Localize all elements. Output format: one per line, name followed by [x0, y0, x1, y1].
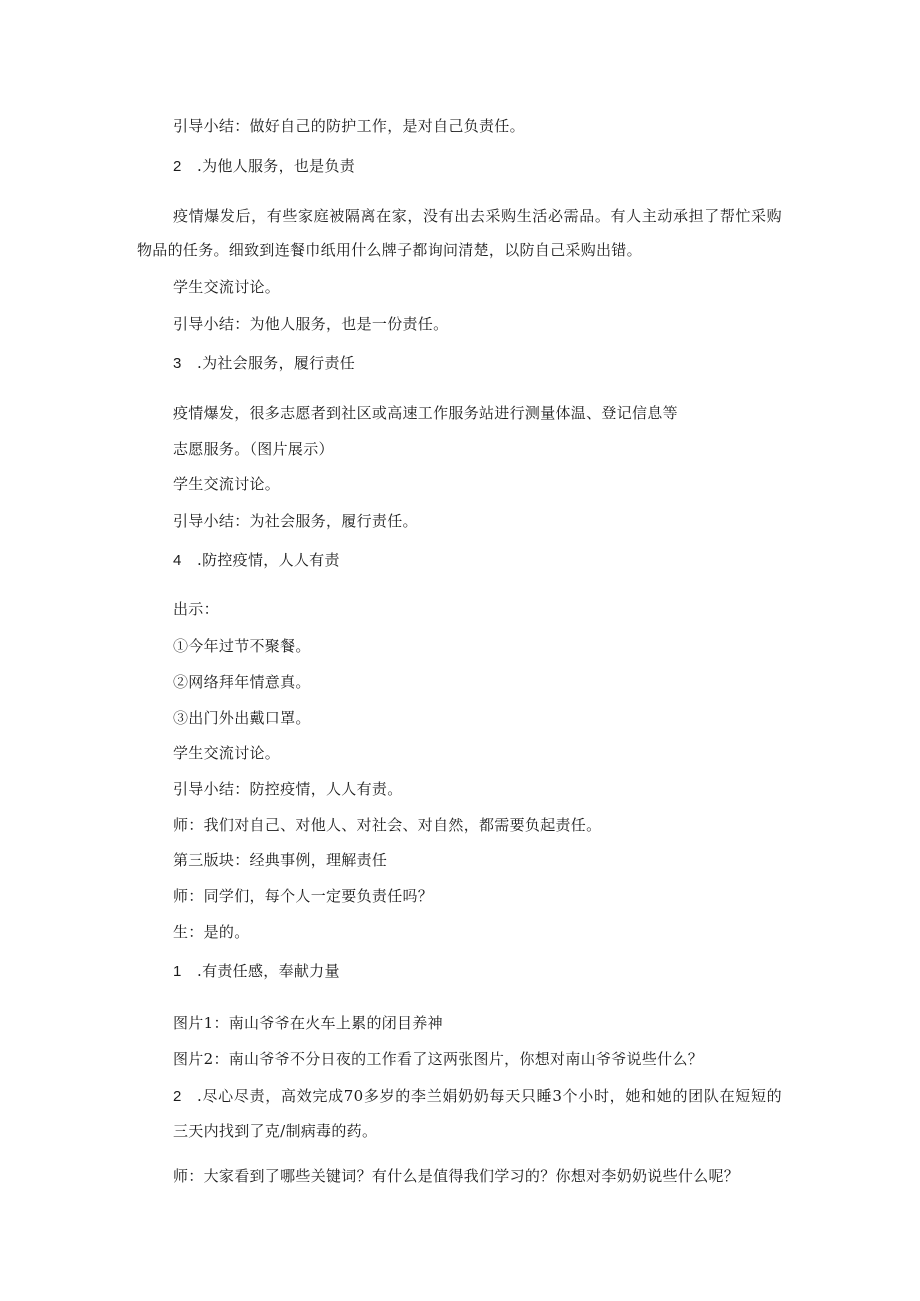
section-heading: [173, 156, 355, 177]
paragraph: 学生交流讨论。: [173, 475, 281, 493]
heading-text: .为社会服务，履行责任: [197, 354, 356, 372]
paragraph: 师：我们对自己、对他人、对社会、对自然，都需要负起责任。: [173, 816, 602, 834]
paragraph: 师：同学们，每个人一定要负责任吗？: [173, 887, 434, 905]
paragraph: 疫情爆发，很多志愿者到社区或高速工作服务站进行测量体温、登记信息等: [173, 404, 678, 422]
paragraph: [173, 1079, 782, 1148]
paragraph: 图片1：南山爷爷在火车上累的闭目养神: [173, 1014, 443, 1032]
section-heading: [173, 550, 340, 571]
paragraph: 生：是的。: [173, 923, 250, 941]
heading-number: 3: [173, 355, 182, 372]
paragraph: 引导小结：为他人服务，也是一份责任。: [173, 315, 449, 333]
paragraph: 引导小结：防控疫情，人人有责。: [173, 780, 403, 798]
list-item: ②网络拜年情意真。: [173, 673, 311, 691]
paragraph: 出示：: [173, 600, 219, 618]
paragraph: 学生交流讨论。: [173, 278, 281, 296]
paragraph: 图片2：南山爷爷不分日夜的工作看了这两张图片，你想对南山爷爷说些什么？: [173, 1050, 704, 1068]
paragraph-text: 尽心尽责，高效完成70多岁的李兰娟奶奶每天只睡3个小时，她和她的团队在短短的三天内找到了克/制病毒的药。: [173, 1087, 782, 1140]
heading-number: 4: [173, 552, 182, 569]
list-item: ①今年过节不聚餐。: [173, 637, 311, 655]
paragraph: 志愿服务。（图片展示）: [173, 440, 334, 458]
paragraph: 师：大家看到了哪些关键词？有什么是值得我们学习的？你想对李奶奶说些什么呢？: [173, 1167, 740, 1185]
paragraph: 引导小结：做好自己的防护工作，是对自己负责任。: [173, 117, 525, 135]
heading-text: .: [197, 1087, 203, 1105]
heading-number: 1: [173, 963, 182, 980]
section-heading: [173, 961, 340, 982]
paragraph: 引导小结：为社会服务，履行责任。: [173, 512, 418, 530]
list-item: ③出门外出戴口罩。: [173, 709, 311, 727]
paragraph: 学生交流讨论。: [173, 744, 281, 762]
heading-text: .防控疫情，人人有责: [197, 551, 340, 569]
paragraph: 第三版块：经典事例，理解责任: [173, 851, 388, 869]
heading-number: 2: [173, 158, 182, 175]
heading-text: .有责任感，奉献力量: [197, 962, 340, 980]
heading-number: 2: [173, 1088, 182, 1105]
heading-text: .为他人服务，也是负责: [197, 157, 356, 175]
section-heading: [173, 353, 355, 374]
paragraph: 疫情爆发后，有些家庭被隔离在家，没有出去采购生活必需品。有人主动承担了帮忙采购物品的任务。细致到连餐巾纸用什么牌子都询问清楚，以防自己采购出错。: [137, 207, 782, 259]
